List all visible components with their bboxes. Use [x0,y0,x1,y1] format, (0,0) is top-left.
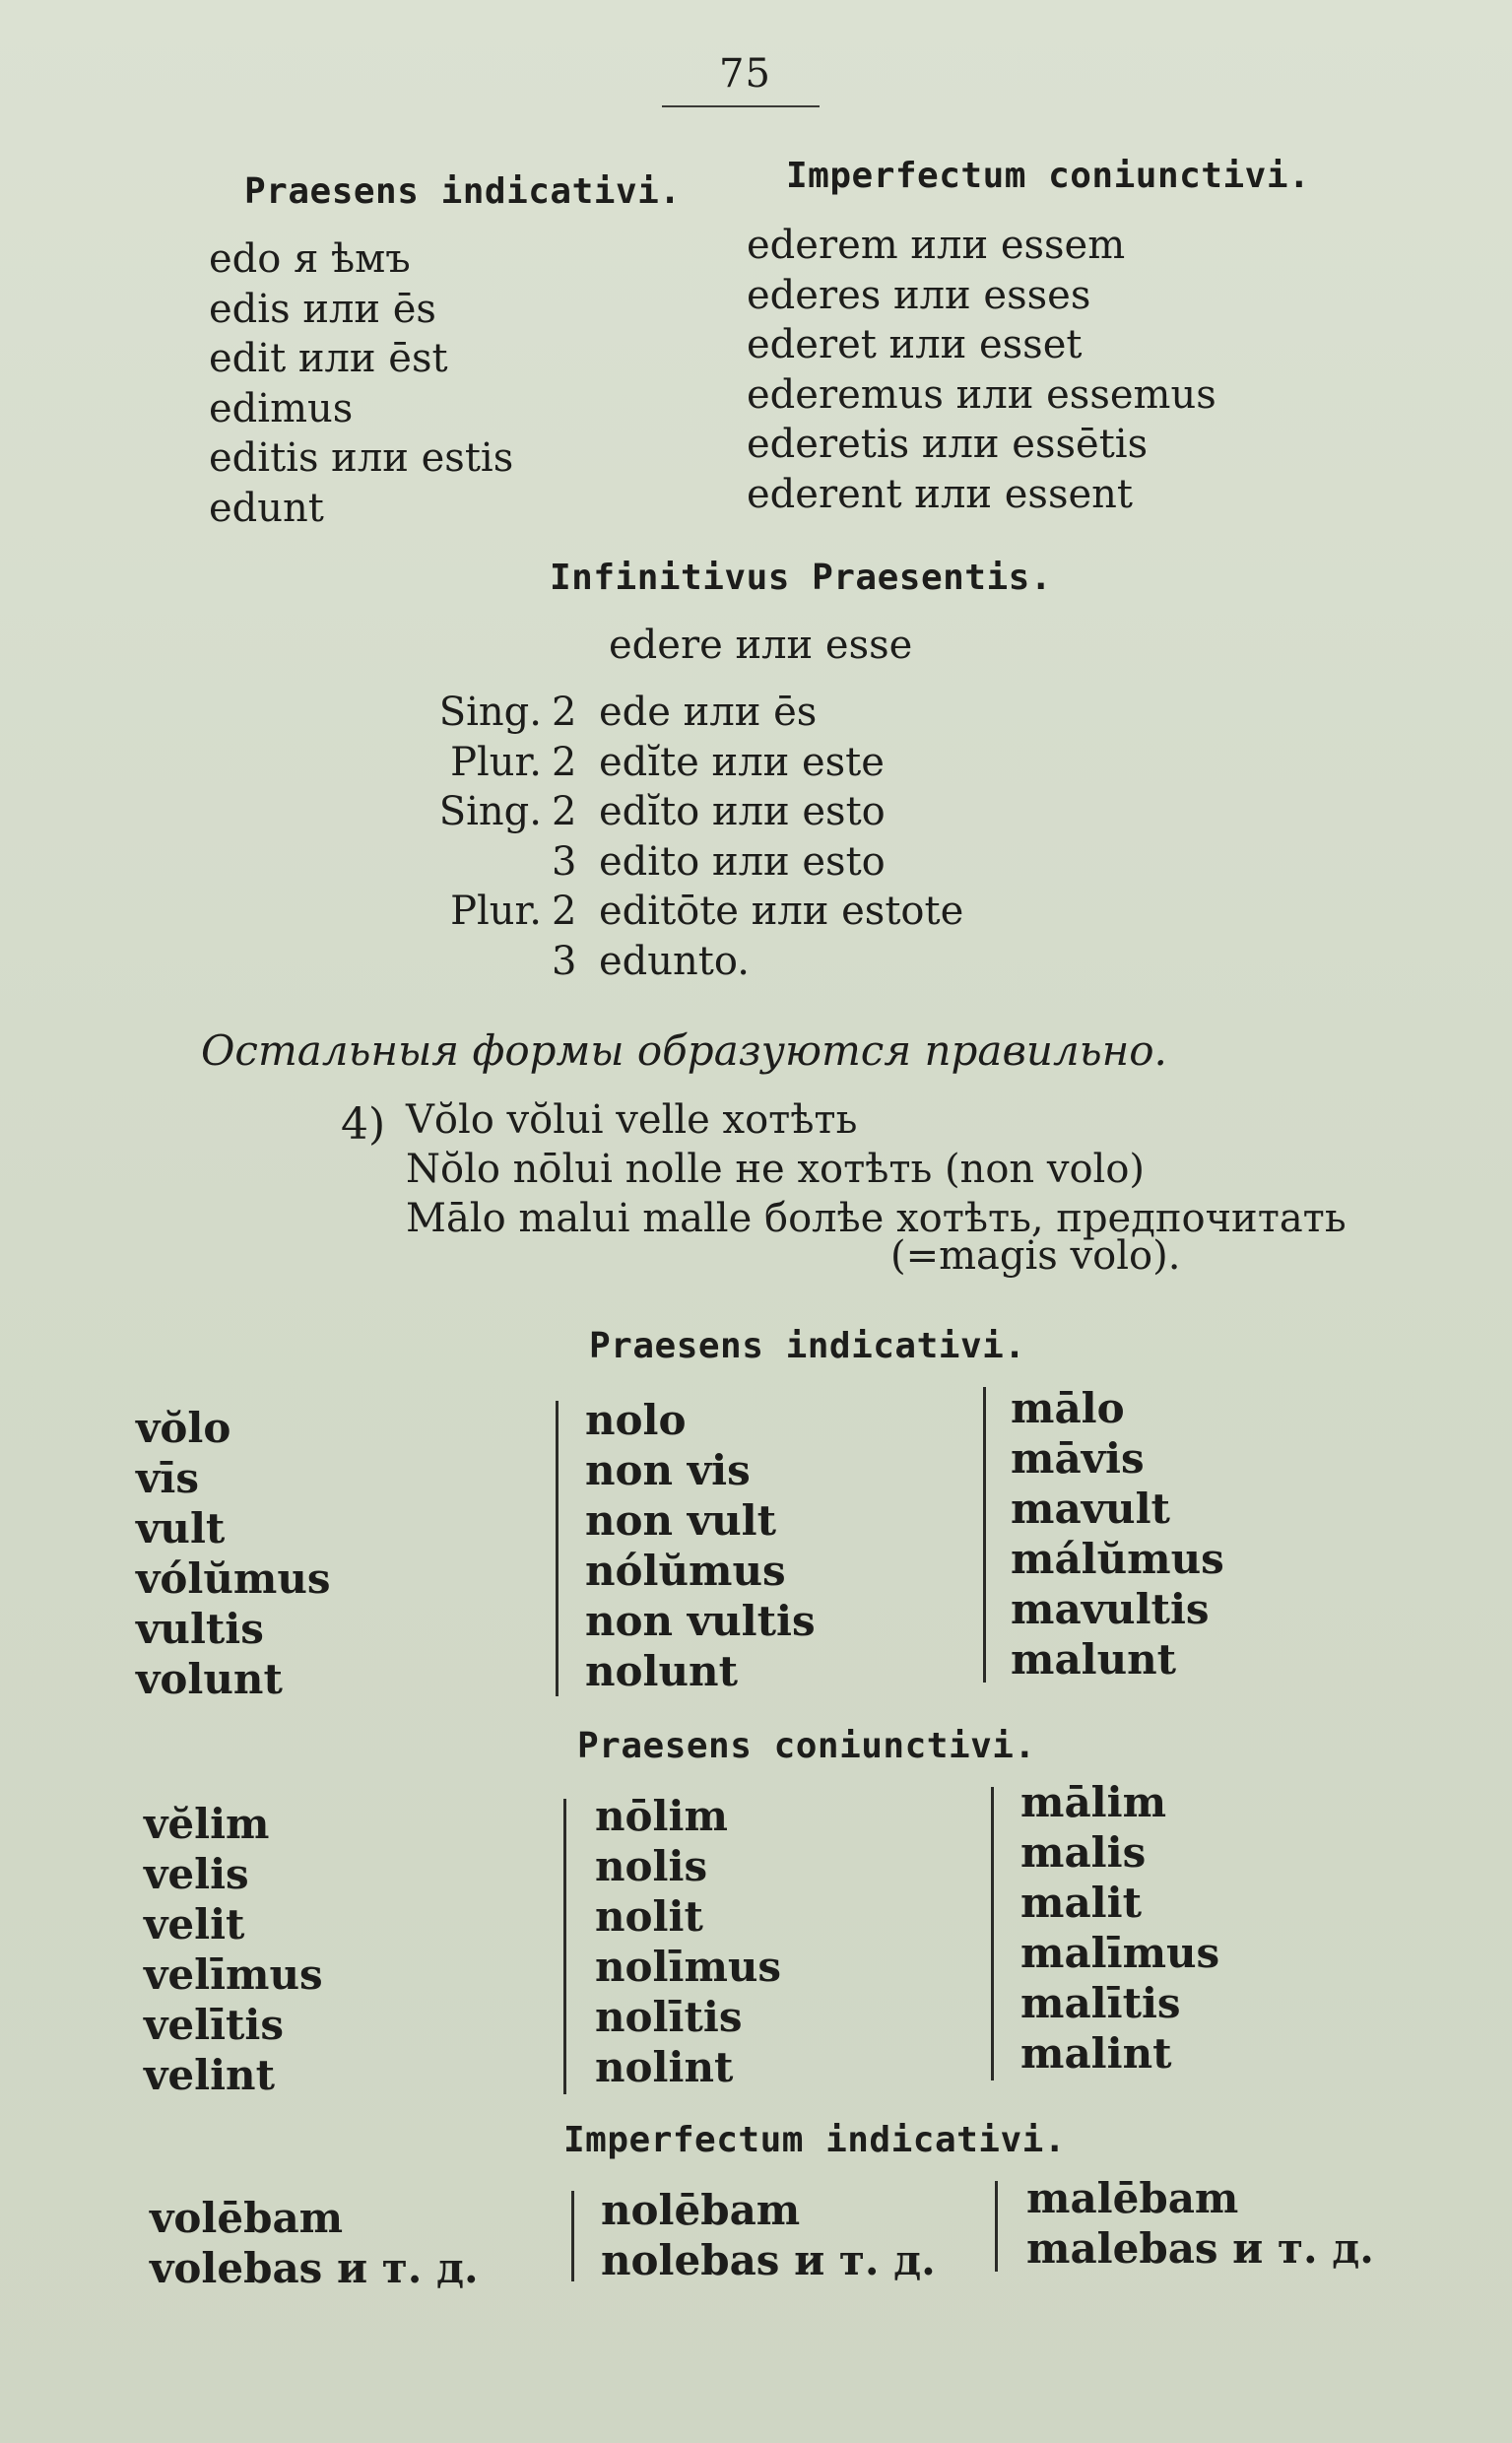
paradigm-row: 3 edunto. [552,938,750,984]
list-item: mavult [1011,1485,1170,1533]
list-item: malēbam [1026,2174,1239,2222]
list-item: nōlim [595,1792,728,1840]
list-item: volunt [136,1655,283,1703]
list-item: malit [1020,1879,1142,1927]
list-item: nolebas и т. д. [601,2236,936,2284]
list-item: velītis [144,2001,285,2049]
list-item: velit [144,1900,245,1948]
column-divider [983,1387,986,1683]
list-item: edit или ēst [209,336,448,381]
paradigm-row: Plur. 2 editōte или estote [450,889,964,934]
list-item: malint [1020,2029,1172,2078]
list-item: malunt [1011,1635,1177,1684]
list-item: nolis [595,1842,708,1890]
paradigm-row: Plur. 2 edĭte или este [450,739,885,785]
list-item: volebas и т. д. [150,2244,479,2292]
heading-infinitivus-praesentis: Infinitivus Praesentis. [550,558,1052,598]
list-item: málŭmus [1011,1535,1224,1583]
list-item: nolit [595,1892,703,1941]
list-item: volēbam [150,2194,344,2242]
list-item: māvis [1011,1434,1145,1483]
malo-praesens-indicativi [1011,1383,1224,1684]
list-item: mavultis [1011,1585,1210,1633]
list-item: nólŭmus [585,1547,786,1595]
list-item: ederet или esset [747,322,1083,367]
list-item: malītis [1020,1979,1181,2027]
list-item: non vultis [585,1597,816,1645]
malo-imperfectum [1026,2173,1374,2274]
note-regular-forms: Остальныя формы образуются правильно. [201,1026,1167,1075]
list-item: malīmus [1020,1929,1220,1977]
nolo-praesens-coniunctivi [595,1791,781,2092]
list-item: nolēbam [601,2186,801,2234]
list-item: vŏlo [136,1404,231,1452]
list-item: vĕlim [144,1800,270,1848]
list-item: velīmus [144,1950,323,1999]
item-number: 4) [341,1099,386,1150]
list-item: nolo [585,1396,687,1444]
volo-imperfectum [150,2193,479,2293]
list-item: nolītis [595,1993,743,2041]
list-item: edis или ēs [209,286,436,332]
list-item: edunt [209,485,324,531]
edo-praesens-list [209,234,513,533]
malo-praesens-coniunctivi [1020,1777,1219,2079]
list-item: ederem или essem [747,223,1126,268]
imperative-paradigm [418,688,963,986]
paradigm-row: 3 edito или esto [552,838,886,885]
column-divider [556,1401,559,1696]
verb-line: Nŏlo nōlui nolle не хотѣть (non volo) [406,1147,1146,1192]
list-item: ederes или esses [747,272,1091,318]
list-item: non vis [585,1446,751,1494]
paradigm-row: Sing. 2 edĭto или esto [438,789,886,834]
nolo-praesens-indicativi [585,1395,816,1696]
list-item: ederetis или essētis [747,422,1149,467]
page-number: 75 [719,51,771,97]
list-item: velis [144,1850,249,1898]
list-item: velint [144,2051,275,2099]
list-item: ederent или essent [747,471,1133,517]
volo-praesens-indicativi [136,1403,331,1704]
infinitive-form: edere или esse [609,623,913,668]
list-item: vólŭmus [136,1554,331,1603]
list-item: malis [1020,1828,1147,1877]
page-number-rule [662,105,820,107]
list-item: mālo [1011,1384,1125,1432]
heading-imperfectum-coniunctivi: Imperfectum coniunctivi. [786,156,1311,196]
list-item: nolint [595,2043,734,2091]
list-item: ederemus или essemus [747,371,1216,418]
volo-praesens-coniunctivi [144,1799,323,2100]
list-item: nolunt [585,1647,738,1695]
verb-line: Mālo malui malle болѣе хотѣть, предпочитать [406,1196,1347,1241]
list-item: nolīmus [595,1943,782,1991]
list-item: vult [136,1504,226,1552]
verb-line: Vŏlo vŏlui velle хотѣть [406,1097,858,1143]
heading-praesens-coniunctivi: Praesens coniunctivi. [577,1726,1036,1766]
nolo-imperfectum [601,2185,936,2285]
list-item: vultis [136,1605,264,1653]
column-divider [995,2181,998,2272]
edo-imperfectum-list [747,221,1216,519]
heading-praesens-indicativi-edo: Praesens indicativi. [244,171,682,212]
list-item: mālim [1020,1778,1167,1826]
column-divider [991,1787,994,2080]
item4-verbs [406,1095,1347,1243]
paradigm-row: Sing. 2 ede или ēs [438,690,818,735]
heading-imperfectum-indicativi: Imperfectum indicativi. [563,2120,1066,2160]
column-divider [571,2191,574,2281]
list-item: non vult [585,1496,777,1545]
list-item: edo я ѣмъ [209,236,411,282]
verb-line-continuation: (=magis volo). [890,1233,1181,1279]
list-item: editis или estis [209,435,514,481]
column-divider [563,1799,566,2094]
list-item: vīs [136,1454,200,1502]
heading-praesens-indicativi: Praesens indicativi. [589,1326,1026,1366]
list-item: edimus [209,385,354,431]
list-item: malebas и т. д. [1026,2224,1374,2273]
